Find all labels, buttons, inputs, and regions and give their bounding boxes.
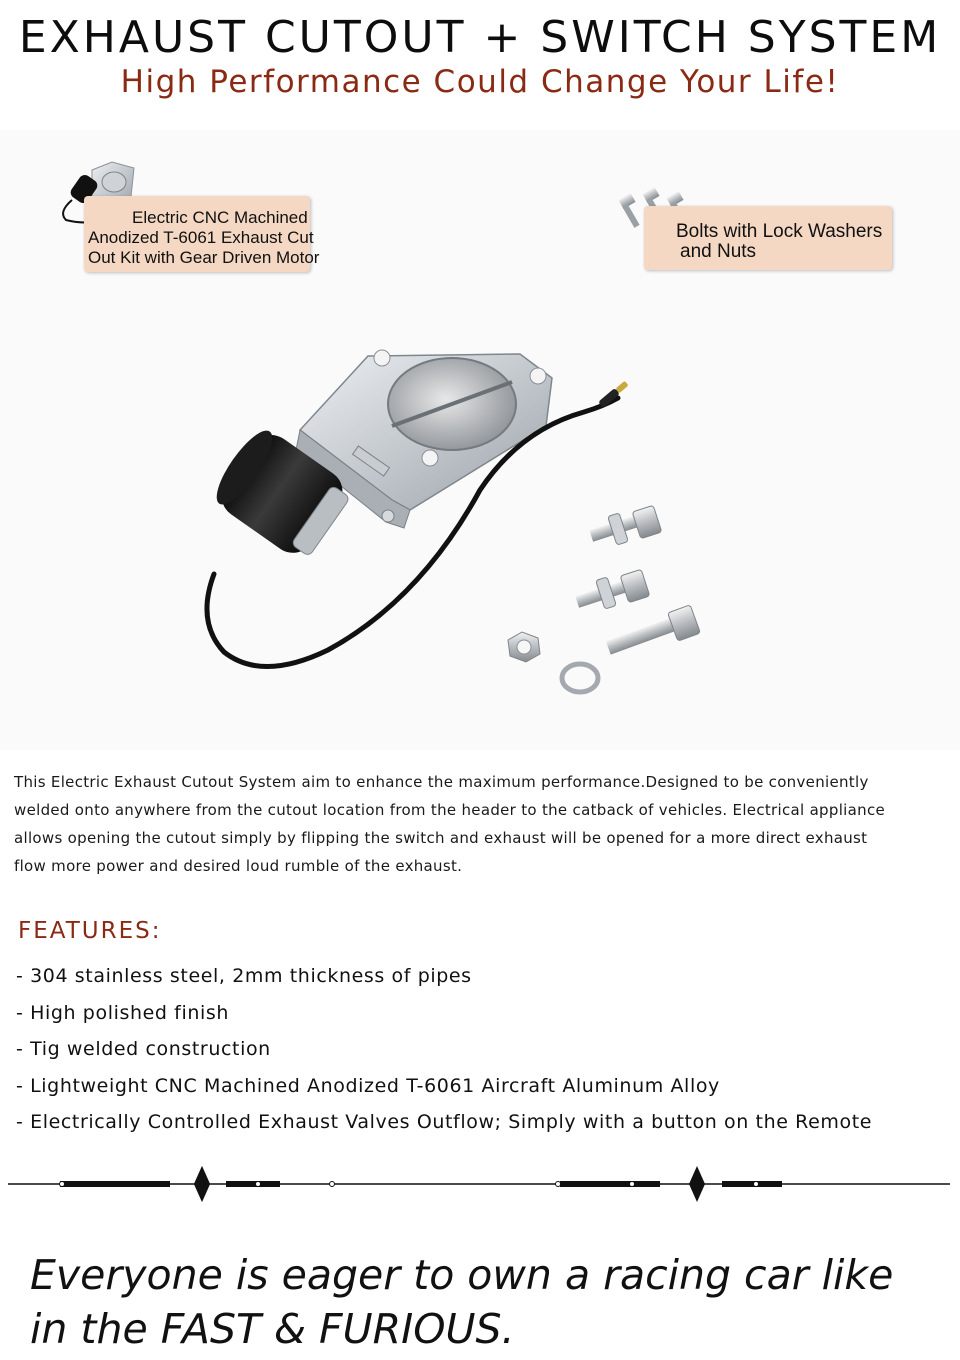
diamond-divider-ornament-icon — [0, 1160, 960, 1208]
feature-item: - Tig welded construction — [16, 1038, 271, 1060]
callout-bolts-line-1: Bolts with Lock Washers — [676, 221, 883, 242]
callout-cutout-kit — [84, 196, 320, 272]
callout-bolts — [644, 206, 892, 270]
page-title: EXHAUST CUTOUT + SWITCH SYSTEM — [18, 12, 942, 63]
slogan — [30, 1248, 950, 1356]
feature-item: - Electrically Controlled Exhaust Valves Outflow; Simply with a button on the Remote — [16, 1111, 873, 1133]
slogan-line: in the FAST & FURIOUS. — [30, 1305, 515, 1353]
callout-bolts-line-2: and Nuts — [680, 241, 757, 262]
feature-item: - High polished finish — [16, 1001, 230, 1024]
description-line: allows opening the cutout simply by flipping the switch and exhaust will be opened for a more direct exhaust — [14, 829, 868, 847]
feature-item: - 304 stainless steel, 2mm thickness of pipes — [16, 965, 472, 987]
page-subtitle: High Performance Could Change Your Life! — [120, 64, 840, 100]
features-heading: FEATURES: — [18, 918, 162, 944]
callout-kit-line-3: Out Kit with Gear Driven Motor — [88, 248, 320, 267]
features-list — [16, 958, 872, 1141]
description-line: flow more power and desired loud rumble of the exhaust. — [14, 857, 463, 875]
description-line: welded onto anywhere from the cutout location from the header to the catback of vehicles. Electrical appliance — [14, 801, 886, 819]
callout-kit-line-2: Anodized T-6061 Exhaust Cut — [88, 228, 314, 247]
description-line: This Electric Exhaust Cutout System aim to enhance the maximum performance.Designed to be conveniently — [14, 773, 869, 791]
callout-kit-line-1: Electric CNC Machined — [132, 208, 308, 227]
feature-item: - Lightweight CNC Machined Anodized T-6061 Aircraft Aluminum Alloy — [16, 1074, 720, 1097]
slogan-line: Everyone is eager to own a racing car like — [30, 1251, 894, 1299]
product-description — [14, 768, 954, 880]
